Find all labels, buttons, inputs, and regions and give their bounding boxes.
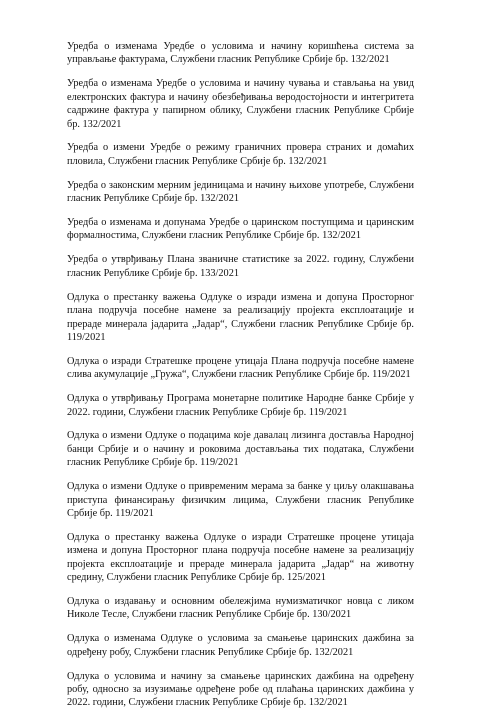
list-item: Одлука о издавању и основним обележјима нумизматичког новца с ликом Николе Тесле, Службени гласник Републике Србије бр. 130/2021 [67, 596, 414, 621]
list-item: Уредба о законским мерним јединицама и начину њихове употребе, Службени гласник Републике Србије бр. 132/2021 [67, 179, 414, 205]
list-item: Одлука о престанку важења Одлуке о изради измена и допуна Просторног плана подручја посебне намене за реализацију пројекта експлоатације и прераде минерала јадарита „Јадар“, Службени гласник Републике Србије бр. 119/2021 [67, 291, 414, 343]
list-item: Уредба о изменама Уредбе о условима и начину чувања и стављања на увид електронских фактура и начину обезбеђивања веродостојности и интегритета садржине фактура у папирном облику, Службени гласник Републике Србије бр. 132/2021 [67, 78, 414, 130]
list-item: Одлука о изради Стратешке процене утицаја Плана подручја посебне намене слива акумулације „Гружа“, Службени гласник Републике Србије бр. 119/2021 [67, 355, 414, 381]
list-item: Уредба о изменама Уредбе о условима и начину коришћења система за управљање фактурама, Службени гласник Републике Србије бр. 132/2021 [67, 41, 414, 66]
list-item: Одлука о измени Одлуке о подацима које давалац лизинга доставља Народној банци Србије и о начину и роковима достављања тих података, Службени гласник Републике Србије бр. 119/2021 [67, 430, 414, 469]
regulation-list [67, 40, 414, 720]
list-item: Одлука о условима и начину за смањење царинских дажбина на одређену робу, односно за изузимање одређене робе од плаћања царинских дажбина у 2022. години, Службени гласник Републике Србије бр. 132/2021 [67, 670, 414, 709]
list-item: Уредба о изменама и допунама Уредбе о царинском поступцима и царинским формалностима, Службени гласник Републике Србије бр. 132/2021 [67, 217, 414, 242]
list-item: Одлука о измени Одлуке о привременим мерама за банке у циљу олакшавања приступа финансирању физичким лицима, Службени гласник Републике Србије бр. 119/2021 [67, 481, 414, 519]
list-item: Одлука о утврђивању Програма монетарне политике Народне банке Србије у 2022. години, Службени гласник Републике Србије бр. 119/2021 [67, 393, 414, 418]
list-item: Уредба о измени Уредбе о режиму граничних провера страних и домаћих пловила, Службени гласник Републике Србије бр. 132/2021 [67, 142, 414, 167]
list-item: Одлука о изменама Одлуке о условима за смањење царинских дажбина за одређену робу, Службени гласник Републике Србије бр. 132/2021 [67, 633, 414, 658]
list-item: Одлука о престанку важења Одлуке о изради Стратешке процене утицаја измена и допуна Просторног плана подручја посебне намене за реализацију пројекта експлоатације и прераде минерала јадарита „Јадар“ на животну средину, Службени гласник Републике Србије бр. 125/2021 [67, 531, 414, 584]
list-item: Уредба о утврђивању Плана званичне статистике за 2022. годину, Службени гласник Републике Србије бр. 133/2021 [67, 254, 414, 279]
